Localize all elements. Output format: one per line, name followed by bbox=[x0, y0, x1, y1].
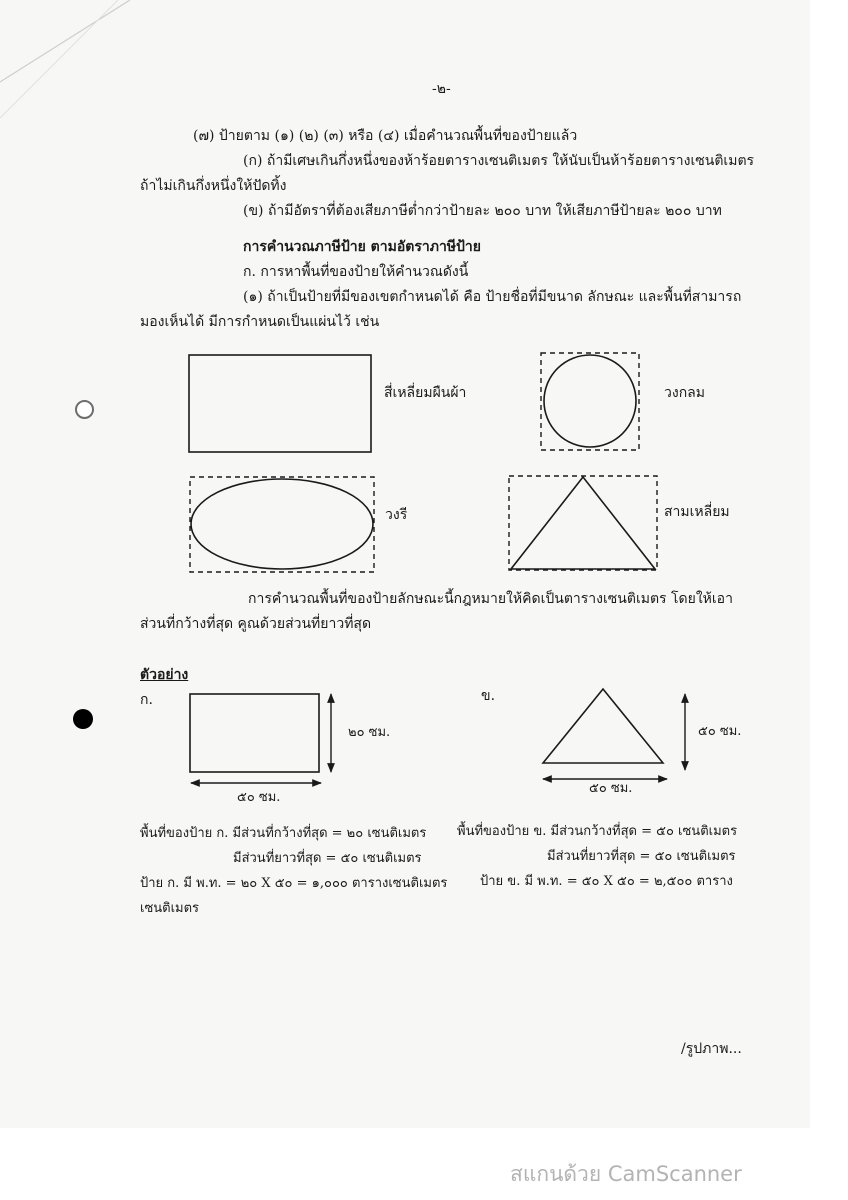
item-1-line-2: มองเห็นได้ มีการกำหนดเป็นแผ่นไว้ เช่น bbox=[140, 314, 380, 330]
label-triangle: สามเหลี่ยม bbox=[664, 504, 730, 520]
example-a-text-line-4: เซนติเมตร bbox=[140, 901, 200, 916]
continuation-marker: /รูปภาพ... bbox=[681, 1041, 742, 1057]
paragraph-7a-line-2: ถ้าไม่เกินกึ่งหนึ่งให้ปัดทิ้ง bbox=[140, 178, 287, 194]
paragraph-7b: (ข) ถ้ามีอัตราที่ต้องเสียภาษีต่ำกว่าป้ายละ ๒๐๐ บาท ให้เสียภาษีป้ายละ ๒๐๐ บาท bbox=[243, 203, 722, 219]
example-b-label: ข. bbox=[481, 688, 496, 704]
label-ellipse: วงรี bbox=[385, 507, 408, 523]
page-number: -๒- bbox=[432, 81, 451, 97]
example-b-text-line-3: ป้าย ข. มี พ.ท. = ๕๐ X ๕๐ = ๒,๕๐๐ ตาราง bbox=[480, 874, 733, 889]
label-rectangle: สี่เหลี่ยมผืนผ้า bbox=[384, 385, 467, 401]
example-b-text-line-1: พื้นที่ของป้าย ข. มีส่วนกว้างที่สุด = ๕๐ เซนติเมตร bbox=[457, 824, 738, 839]
calculation-line-2: ส่วนที่กว้างที่สุด คูณด้วยส่วนที่ยาวที่สุด bbox=[140, 616, 372, 632]
example-b-triangle bbox=[543, 689, 663, 763]
example-a-text-line-1: พื้นที่ของป้าย ก. มีส่วนที่กว้างที่สุด = ๒๐ เซนติเมตร bbox=[140, 826, 427, 841]
example-a-text-line-2: มีส่วนที่ยาวที่สุด = ๕๐ เซนติเมตร bbox=[233, 851, 422, 866]
example-a-text-line-3: ป้าย ก. มี พ.ท. = ๒๐ X ๕๐ = ๑,๐๐๐ ตารางเซนติเมตร bbox=[140, 876, 448, 891]
paragraph-7a-line-1: (ก) ถ้ามีเศษเกินกึ่งหนึ่งของห้าร้อยตารางเซนติเมตร ให้นับเป็นห้าร้อยตารางเซนติเมตร bbox=[243, 153, 755, 169]
label-circle: วงกลม bbox=[664, 385, 705, 401]
example-a-height-label: ๒๐ ซม. bbox=[348, 725, 391, 740]
camscanner-watermark: สแกนด้วย CamScanner bbox=[510, 1162, 742, 1186]
example-a-label: ก. bbox=[140, 692, 153, 708]
example-b-height-label: ๕๐ ซม. bbox=[698, 724, 742, 739]
section-heading: การคำนวณภาษีป้าย ตามอัตราภาษีป้าย bbox=[243, 239, 481, 255]
example-a-rectangle bbox=[190, 694, 319, 772]
rectangle-shape bbox=[189, 355, 371, 452]
example-b-text-line-2: มีส่วนที่ยาวที่สุด = ๕๐ เซนติเมตร bbox=[547, 849, 736, 864]
triangle-bounding-box bbox=[509, 476, 657, 570]
ellipse-shape bbox=[191, 479, 373, 569]
example-a-width-label: ๕๐ ซม. bbox=[237, 790, 281, 805]
example-heading: ตัวอย่าง bbox=[140, 667, 189, 683]
circle-bounding-box bbox=[541, 353, 639, 450]
paragraph-7: (๗) ป้ายตาม (๑) (๒) (๓) หรือ (๔) เมื่อคำนวณพื้นที่ของป้ายแล้ว bbox=[193, 128, 578, 144]
ellipse-bounding-box bbox=[190, 477, 374, 572]
item-1-line-1: (๑) ถ้าเป็นป้ายที่มีของเขตกำหนดได้ คือ ป้ายชื่อที่มีขนาด ลักษณะ และพื้นที่สามารถ bbox=[243, 289, 742, 305]
circle-shape bbox=[544, 355, 636, 447]
calculation-line-1: การคำนวณพื้นที่ของป้ายลักษณะนี้กฎหมายให้คิดเป็นตารางเซนติเมตร โดยให้เอา bbox=[248, 591, 733, 607]
example-b-width-label: ๕๐ ซม. bbox=[589, 781, 633, 796]
triangle-shape bbox=[511, 477, 655, 569]
subsection-a: ก. การหาพื้นที่ของป้ายให้คำนวณดังนี้ bbox=[243, 264, 469, 280]
